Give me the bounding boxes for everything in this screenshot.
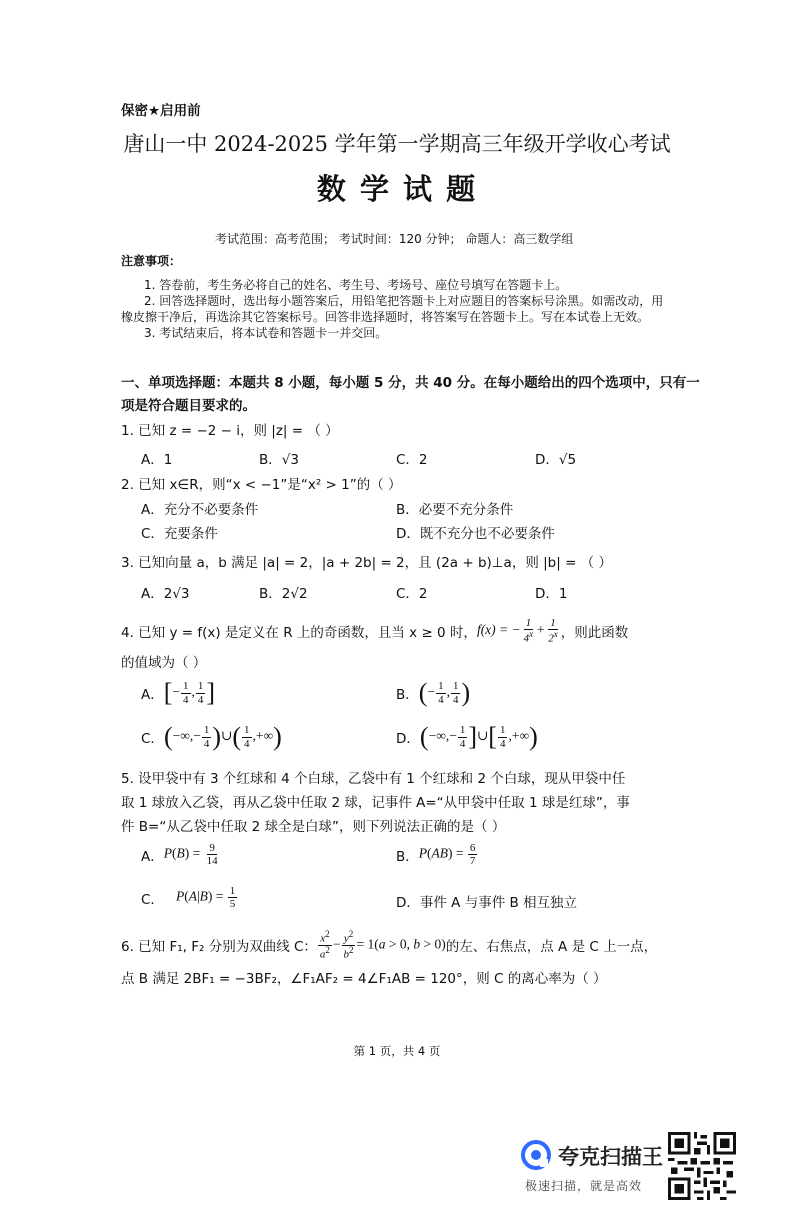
notice-item: 橡皮擦干净后，再选涂其它答案标号。回答非选择题时，将答案写在答题卡上。写在本试卷上无效。 — [121, 310, 650, 324]
exam-title: 唐山一中 2024-2025 学年第一学期高三年级开学收心考试 — [123, 132, 671, 156]
q4-interval-c: (−∞,− $\frac{1}{4}$ )∪( $\frac{1}{4}$ ,+∞) — [163, 722, 282, 751]
q2-option-c: C．充要条件 — [141, 526, 218, 542]
q4-stem-post: ，则此函数 — [560, 624, 629, 641]
q5-formula-b: P(AB) = $\frac{6}{7}$ — [418, 842, 476, 868]
q2-option-b: B．必要不充分条件 — [396, 502, 514, 518]
q4-interval-a: [− $\frac{1}{4}$ , $\frac{1}{4}$ ] — [163, 678, 216, 707]
q4-stem-pre: 4. 已知 y = f(x) 是定义在 R 上的奇函数，且当 x ≥ 0 时， — [121, 624, 477, 641]
notice-item: 3. 考试结束后，将本试卷和答题卡一并交回。 — [144, 326, 388, 340]
brand-slogan: 极速扫描，就是高效 — [525, 1179, 643, 1193]
question-1-stem: 1. 已知 z = −2 − i，则 |z| = （ ） — [121, 423, 339, 439]
q4-option-a — [141, 678, 215, 708]
section-heading-cont: 项是符合题目要求的。 — [121, 398, 256, 414]
option-label: A． — [141, 848, 164, 865]
notice-item: 2. 回答选择题时，选出每小题答案后，用铅笔把答题卡上对应题目的答案标号涂黑。如需改动，用 — [144, 294, 664, 308]
option-label: D． — [396, 731, 420, 747]
q5-formula-a: P(B) = $\frac{9}{14}$ — [163, 842, 218, 868]
q3-option-c: C．2 — [396, 586, 428, 602]
q3-option-d: D．1 — [535, 586, 568, 602]
confidential-label: 保密★启用前 — [121, 103, 201, 119]
q6-hyperbola-formula: $\frac{x^2}{a^2}$ − $\frac{y^2}{b^2}$ = 1(a > 0, b > 0) — [319, 929, 446, 961]
q4-interval-b: (− $\frac{1}{4}$ , $\frac{1}{4}$ ) — [418, 678, 471, 707]
q5-option-b — [396, 842, 478, 867]
exam-meta: 考试范围：高考范围； 考试时间：120 分钟； 命题人：高三数学组 — [215, 232, 574, 246]
q4-interval-d: (−∞,− $\frac{1}{4}$ ]∪[ $\frac{1}{4}$ ,+∞) — [419, 722, 538, 751]
notice-heading: 注意事项： — [121, 254, 182, 268]
q1-option-b: B．√3 — [259, 452, 299, 468]
question-4-stem-line2: 的值域为（ ） — [121, 655, 207, 671]
section-heading: 一、单项选择题：本题共 8 小题，每小题 5 分，共 40 分。在每小题给出的四个选项中，只有一 — [121, 375, 700, 391]
question-5-line3: 件 B=“从乙袋中任取 2 球全是白球”，则下列说法正确的是（ ） — [121, 819, 506, 835]
option-label: A． — [141, 687, 164, 703]
q5-option-a — [141, 842, 221, 867]
q3-option-b: B．2√2 — [259, 586, 308, 602]
q1-option-a: A．1 — [141, 452, 173, 468]
q6-line1-post: 的左、右焦点，点 A 是 C 上一点， — [445, 939, 658, 956]
q1-option-d: D．√5 — [535, 452, 577, 468]
option-label: B． — [396, 687, 419, 703]
q6-line1-pre: 6. 已知 F₁, F₂ 分别为双曲线 C： — [121, 939, 317, 956]
q2-option-a: A．充分不必要条件 — [141, 502, 259, 518]
q4-option-d — [396, 722, 538, 752]
question-3-stem: 3. 已知向量 a，b 满足 |a| = 2，|a + 2b| = 2，且 (2a + b)⊥a，则 |b| = （ ） — [121, 555, 612, 571]
q4-formula: f(x) = − $\frac{1}{4^x}$ + $\frac{1}{2^x}$ — [476, 617, 558, 645]
q3-option-a: A．2√3 — [141, 586, 190, 602]
qr-code-icon — [668, 1132, 736, 1200]
page-number: 第 1 页，共 4 页 — [353, 1044, 441, 1058]
option-label: B． — [396, 848, 419, 865]
option-label: C． — [141, 731, 164, 747]
q4-option-c — [141, 722, 282, 752]
brand-name: 夸克扫描王 — [558, 1145, 663, 1169]
question-2-stem: 2. 已知 x∈R，则“x < −1”是“x² > 1”的（ ） — [121, 477, 402, 493]
question-5-line1: 5. 设甲袋中有 3 个红球和 4 个白球，乙袋中有 1 个红球和 2 个白球，现从甲袋中任 — [121, 771, 626, 787]
question-6-line2: 点 B 满足 2BF₁ = −3BF₂，∠F₁AF₂ = 4∠F₁AB = 120°，则 C 的离心率为（ ） — [121, 971, 607, 987]
q2-option-d: D．既不充分也不必要条件 — [396, 526, 555, 542]
q5-formula-c: P(A|B) = $\frac{1}{5}$ — [175, 885, 236, 911]
option-label: C． — [141, 891, 164, 908]
question-4-stem — [121, 617, 628, 645]
subject-title: 数 学 试 题 — [316, 172, 478, 206]
q1-option-c: C．2 — [396, 452, 428, 468]
scanner-logo-icon — [521, 1140, 551, 1170]
notice-item: 1. 答卷前，考生务必将自己的姓名、考生号、考场号、座位号填写在答题卡上。 — [144, 278, 568, 292]
q5-option-d: D．事件 A 与事件 B 相互独立 — [396, 895, 578, 911]
q5-option-c — [141, 885, 238, 910]
question-6-line1 — [121, 930, 657, 961]
q4-option-b — [396, 678, 470, 708]
question-5-line2: 取 1 球放入乙袋，再从乙袋中任取 2 球，记事件 A=“从甲袋中任取 1 球是红球”，事 — [121, 795, 630, 811]
